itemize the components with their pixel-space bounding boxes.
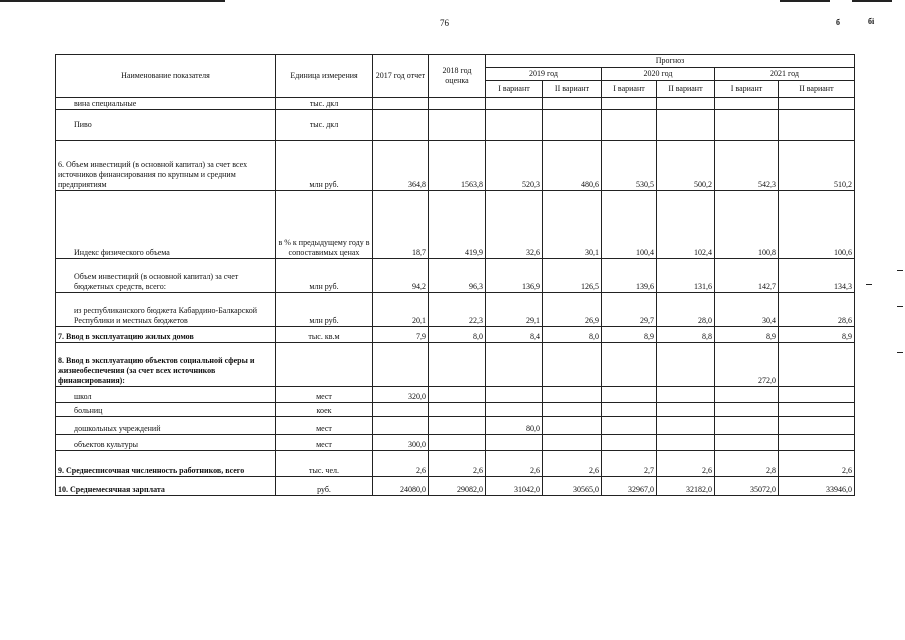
row-name: 7. Ввод в эксплуатацию жилых домов: [56, 327, 276, 343]
value-cell: [657, 387, 715, 403]
value-cell: 30,4: [715, 293, 779, 327]
row-name: Индекс физического объема: [56, 191, 276, 259]
header-variant-1: I вариант: [715, 81, 779, 98]
value-cell: 2,6: [429, 451, 486, 477]
value-cell: 31042,0: [486, 477, 543, 496]
value-cell: 126,5: [543, 259, 602, 293]
value-cell: 29082,0: [429, 477, 486, 496]
page-number: 76: [440, 18, 449, 28]
row-unit: млн руб.: [276, 293, 373, 327]
value-cell: [715, 98, 779, 110]
row-unit: [276, 343, 373, 387]
header-variant-2: II вариант: [779, 81, 855, 98]
value-cell: [602, 387, 657, 403]
margin-mark: [897, 352, 903, 353]
value-cell: 364,8: [373, 141, 429, 191]
value-cell: 29,7: [602, 293, 657, 327]
table-row: [56, 191, 855, 259]
value-cell: [657, 343, 715, 387]
corner-mark: б: [836, 18, 840, 27]
value-cell: [486, 343, 543, 387]
value-cell: 28,0: [657, 293, 715, 327]
value-cell: 272,0: [715, 343, 779, 387]
value-cell: [429, 98, 486, 110]
value-cell: 500,2: [657, 141, 715, 191]
value-cell: [715, 387, 779, 403]
row-name: Пиво: [56, 110, 276, 141]
header-variant-2: II вариант: [657, 81, 715, 98]
value-cell: [543, 435, 602, 451]
value-cell: [429, 343, 486, 387]
value-cell: 510,2: [779, 141, 855, 191]
value-cell: [486, 403, 543, 417]
value-cell: [602, 417, 657, 435]
value-cell: 2,6: [779, 451, 855, 477]
value-cell: 30565,0: [543, 477, 602, 496]
table-row: [56, 259, 855, 293]
header-2017: 2017 год отчет: [373, 55, 429, 98]
value-cell: 32967,0: [602, 477, 657, 496]
table-row: [56, 110, 855, 141]
value-cell: [486, 435, 543, 451]
value-cell: 480,6: [543, 141, 602, 191]
row-name: больниц: [56, 403, 276, 417]
value-cell: 8,9: [715, 327, 779, 343]
value-cell: 18,7: [373, 191, 429, 259]
value-cell: [486, 387, 543, 403]
table-row: [56, 477, 855, 496]
row-unit: мест: [276, 435, 373, 451]
row-unit: млн руб.: [276, 141, 373, 191]
table-row: [56, 387, 855, 403]
value-cell: [779, 343, 855, 387]
value-cell: [779, 387, 855, 403]
value-cell: 8,0: [543, 327, 602, 343]
table-row: [56, 327, 855, 343]
row-unit: мест: [276, 417, 373, 435]
row-name: 8. Ввод в эксплуатацию объектов социальной сферы и жизнеобеспечения (за счет всех источников финансирования):: [56, 343, 276, 387]
value-cell: 32,6: [486, 191, 543, 259]
margin-mark: [897, 306, 903, 307]
table-row: [56, 403, 855, 417]
value-cell: 33946,0: [779, 477, 855, 496]
value-cell: [373, 98, 429, 110]
value-cell: 2,6: [373, 451, 429, 477]
value-cell: 94,2: [373, 259, 429, 293]
value-cell: 131,6: [657, 259, 715, 293]
value-cell: 2,6: [543, 451, 602, 477]
row-unit: тыс. дкл: [276, 110, 373, 141]
value-cell: 542,3: [715, 141, 779, 191]
value-cell: 530,5: [602, 141, 657, 191]
value-cell: [779, 435, 855, 451]
value-cell: [543, 110, 602, 141]
value-cell: [602, 435, 657, 451]
value-cell: [602, 98, 657, 110]
header-forecast: Прогноз: [486, 55, 855, 68]
row-unit: тыс. кв.м: [276, 327, 373, 343]
corner-mark: бі: [868, 17, 875, 26]
value-cell: [543, 98, 602, 110]
margin-mark: [897, 270, 903, 271]
value-cell: 8,9: [779, 327, 855, 343]
value-cell: 102,4: [657, 191, 715, 259]
value-cell: [429, 417, 486, 435]
value-cell: 35072,0: [715, 477, 779, 496]
value-cell: 7,9: [373, 327, 429, 343]
value-cell: 100,6: [779, 191, 855, 259]
value-cell: [779, 403, 855, 417]
value-cell: 2,6: [657, 451, 715, 477]
value-cell: 80,0: [486, 417, 543, 435]
row-unit: тыс. дкл: [276, 98, 373, 110]
value-cell: 320,0: [373, 387, 429, 403]
value-cell: 100,4: [602, 191, 657, 259]
value-cell: [373, 343, 429, 387]
value-cell: 139,6: [602, 259, 657, 293]
header-2020: 2020 год: [602, 68, 715, 81]
value-cell: 28,6: [779, 293, 855, 327]
header-variant-1: I вариант: [602, 81, 657, 98]
value-cell: [602, 343, 657, 387]
value-cell: [373, 403, 429, 417]
top-rule-far-right: [852, 0, 892, 2]
value-cell: 32182,0: [657, 477, 715, 496]
value-cell: [715, 417, 779, 435]
row-name: 6. Объем инвестиций (в основной капитал) за счет всех источников финансирования по крупным и средним предприятиям: [56, 141, 276, 191]
row-name: 9. Среднесписочная численность работников, всего: [56, 451, 276, 477]
value-cell: [543, 343, 602, 387]
value-cell: 22,3: [429, 293, 486, 327]
row-name: 10. Среднемесячная зарплата: [56, 477, 276, 496]
table-row: [56, 293, 855, 327]
value-cell: [657, 403, 715, 417]
header-2021: 2021 год: [715, 68, 855, 81]
value-cell: [657, 98, 715, 110]
value-cell: [543, 417, 602, 435]
header-2019: 2019 год: [486, 68, 602, 81]
value-cell: [715, 435, 779, 451]
value-cell: 8,0: [429, 327, 486, 343]
value-cell: [715, 110, 779, 141]
row-name: дошкольных учреждений: [56, 417, 276, 435]
table-row: [56, 343, 855, 387]
value-cell: 134,3: [779, 259, 855, 293]
table-row: [56, 417, 855, 435]
value-cell: 300,0: [373, 435, 429, 451]
top-rule-right: [780, 0, 830, 2]
row-name: из республиканского бюджета Кабардино-Балкарской Республики и местных бюджетов: [56, 293, 276, 327]
row-name: вина специальные: [56, 98, 276, 110]
value-cell: 1563,8: [429, 141, 486, 191]
value-cell: [657, 110, 715, 141]
value-cell: [486, 110, 543, 141]
row-unit: тыс. чел.: [276, 451, 373, 477]
value-cell: 30,1: [543, 191, 602, 259]
top-rule-left: [0, 0, 225, 2]
value-cell: [779, 110, 855, 141]
value-cell: 8,8: [657, 327, 715, 343]
value-cell: 24080,0: [373, 477, 429, 496]
value-cell: [602, 110, 657, 141]
row-unit: мест: [276, 387, 373, 403]
row-name: Объем инвестиций (в основной капитал) за счет бюджетных средств, всего:: [56, 259, 276, 293]
value-cell: 2,7: [602, 451, 657, 477]
row-unit: руб.: [276, 477, 373, 496]
row-name: объектов культуры: [56, 435, 276, 451]
value-cell: 100,8: [715, 191, 779, 259]
value-cell: 2,8: [715, 451, 779, 477]
value-cell: [373, 417, 429, 435]
value-cell: [543, 387, 602, 403]
value-cell: 20,1: [373, 293, 429, 327]
header-2018: 2018 год оценка: [429, 55, 486, 98]
value-cell: [543, 403, 602, 417]
row-unit: коек: [276, 403, 373, 417]
value-cell: [779, 417, 855, 435]
value-cell: 96,3: [429, 259, 486, 293]
value-cell: 8,9: [602, 327, 657, 343]
value-cell: [657, 417, 715, 435]
value-cell: [429, 387, 486, 403]
table-body: [56, 98, 855, 496]
value-cell: 142,7: [715, 259, 779, 293]
value-cell: [486, 98, 543, 110]
header-unit: Единица измерения: [276, 55, 373, 98]
value-cell: [657, 435, 715, 451]
value-cell: 29,1: [486, 293, 543, 327]
table-row: [56, 435, 855, 451]
header-variant-1: I вариант: [486, 81, 543, 98]
row-unit: млн руб.: [276, 259, 373, 293]
value-cell: [715, 403, 779, 417]
value-cell: 8,4: [486, 327, 543, 343]
header-variant-2: II вариант: [543, 81, 602, 98]
value-cell: 419,9: [429, 191, 486, 259]
value-cell: [779, 98, 855, 110]
row-unit: в % к предыдущему году в сопоставимых ценах: [276, 191, 373, 259]
row-name: школ: [56, 387, 276, 403]
value-cell: [373, 110, 429, 141]
margin-mark: [866, 284, 872, 285]
value-cell: 26,9: [543, 293, 602, 327]
value-cell: [429, 435, 486, 451]
table-row: [56, 98, 855, 110]
forecast-table: [55, 54, 855, 496]
value-cell: [602, 403, 657, 417]
value-cell: [429, 110, 486, 141]
value-cell: 520,3: [486, 141, 543, 191]
value-cell: [429, 403, 486, 417]
table-row: [56, 451, 855, 477]
value-cell: 2,6: [486, 451, 543, 477]
header-name: Наименование показателя: [56, 55, 276, 98]
value-cell: 136,9: [486, 259, 543, 293]
table-row: [56, 141, 855, 191]
